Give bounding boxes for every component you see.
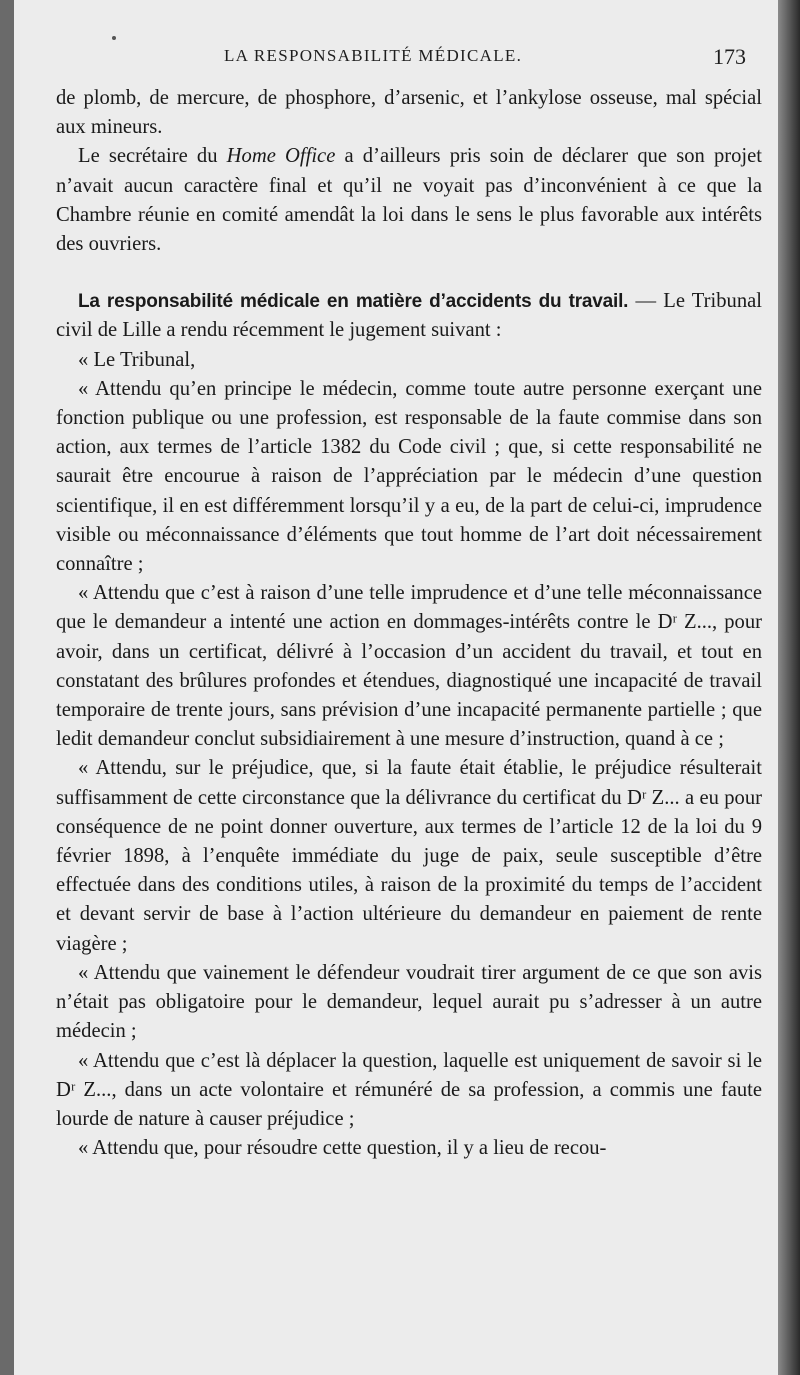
- paragraph-attendu-2: « Attendu que c’est à raison d’une telle imprudence et d’une telle méconnaissance que le demandeur a intenté une action en dommages-intérêts contre le Dʳ Z..., pour avoir, dans un certificat, délivré à l’occasion d’un accident du travail, et tout en constatant des brûlures profondes et étendues, diagnostiqué une incapacité de travail temporaire de trente jours, sans prévision d’une incapacité permanente partielle ; que ledit demandeur conclut subsidiairement à une mesure d’instruction, quand à ce ;: [56, 582, 762, 751]
- home-office-italic: Home Office: [226, 145, 336, 168]
- paragraph-attendu-6: « Attendu que, pour résoudre cette question, il y a lieu de recou-: [78, 1137, 607, 1160]
- body-text: [56, 84, 762, 1163]
- running-title: LA RESPONSABILITÉ MÉDICALE.: [224, 46, 523, 65]
- section-heading: La responsabilité médicale en matière d’accidents du travail.: [78, 291, 629, 313]
- paragraph-le-tribunal: « Le Tribunal,: [78, 348, 196, 371]
- paragraph-attendu-5: « Attendu que c’est là déplacer la question, laquelle est uniquement de savoir si le Dʳ Z..., dans un acte volontaire et rémunéré de sa profession, a commis une faute lourde de nature à causer préjudice ;: [56, 1049, 762, 1130]
- paragraph-attendu-3: « Attendu, sur le préjudice, que, si la faute était établie, le préjudice résulterait suffisamment de cette circonstance que la délivrance du certificat du Dʳ Z... a eu pour conséquence de ne point donner ouverture, aux termes de l’article 12 de la loi du 9 février 1898, à l’enquête immédiate du juge de paix, seule susceptible d’être effectuée dans des conditions utiles, à raison de la proximité du temps de l’accident et devant servir de base à l’action ultérieure du demandeur en paiement de rente viagère ;: [56, 757, 762, 955]
- page-number: 173: [713, 44, 746, 69]
- running-header: [14, 44, 778, 74]
- paragraph-text: a d’ailleurs pris soin de déclarer que son projet n’avait aucun caractère final et qu’il ne voyait pas d’inconvénient à ce que la Chambre réunie en comité amendât la loi dans le sens le plus favorable aux intérêts des ouvriers.: [56, 145, 763, 256]
- paragraph-attendu-4: « Attendu que vainement le défendeur voudrait tirer argument de ce que son avis n’était pas obligatoire pour le demandeur, lequel aurait pu s’adresser à un autre médecin ;: [56, 961, 762, 1043]
- binding-shadow: [778, 0, 800, 1375]
- paragraph-text: — Le Tribunal civil de Lille a rendu récemment le jugement suivant :: [56, 290, 762, 342]
- page-blemish: [112, 36, 116, 40]
- paragraph-text: Le secrétaire du: [78, 145, 227, 168]
- paragraph-section-heading: [56, 287, 762, 345]
- paragraph-home-office: [56, 142, 762, 259]
- paragraph-attendu-1: « Attendu qu’en principe le médecin, comme toute autre personne exerçant une fonction publique ou une profession, est responsable de la faute commise dans son action, aux termes de l’article 1382 du Code civil ; que, si cette responsabilité ne saurait être encourue à raison de l’appréciation par le médecin d’une question scientifique, il en est différemment lorsqu’il y a eu, de la part de celui-ci, imprudence visible ou méconnaissance d’éléments que tout homme de l’art doit nécessairement connaître ;: [56, 377, 762, 576]
- paragraph-continuation: de plomb, de mercure, de phosphore, d’arsenic, et l’ankylose osseuse, mal spécial aux mineurs.: [56, 87, 762, 139]
- book-page: [14, 0, 778, 1375]
